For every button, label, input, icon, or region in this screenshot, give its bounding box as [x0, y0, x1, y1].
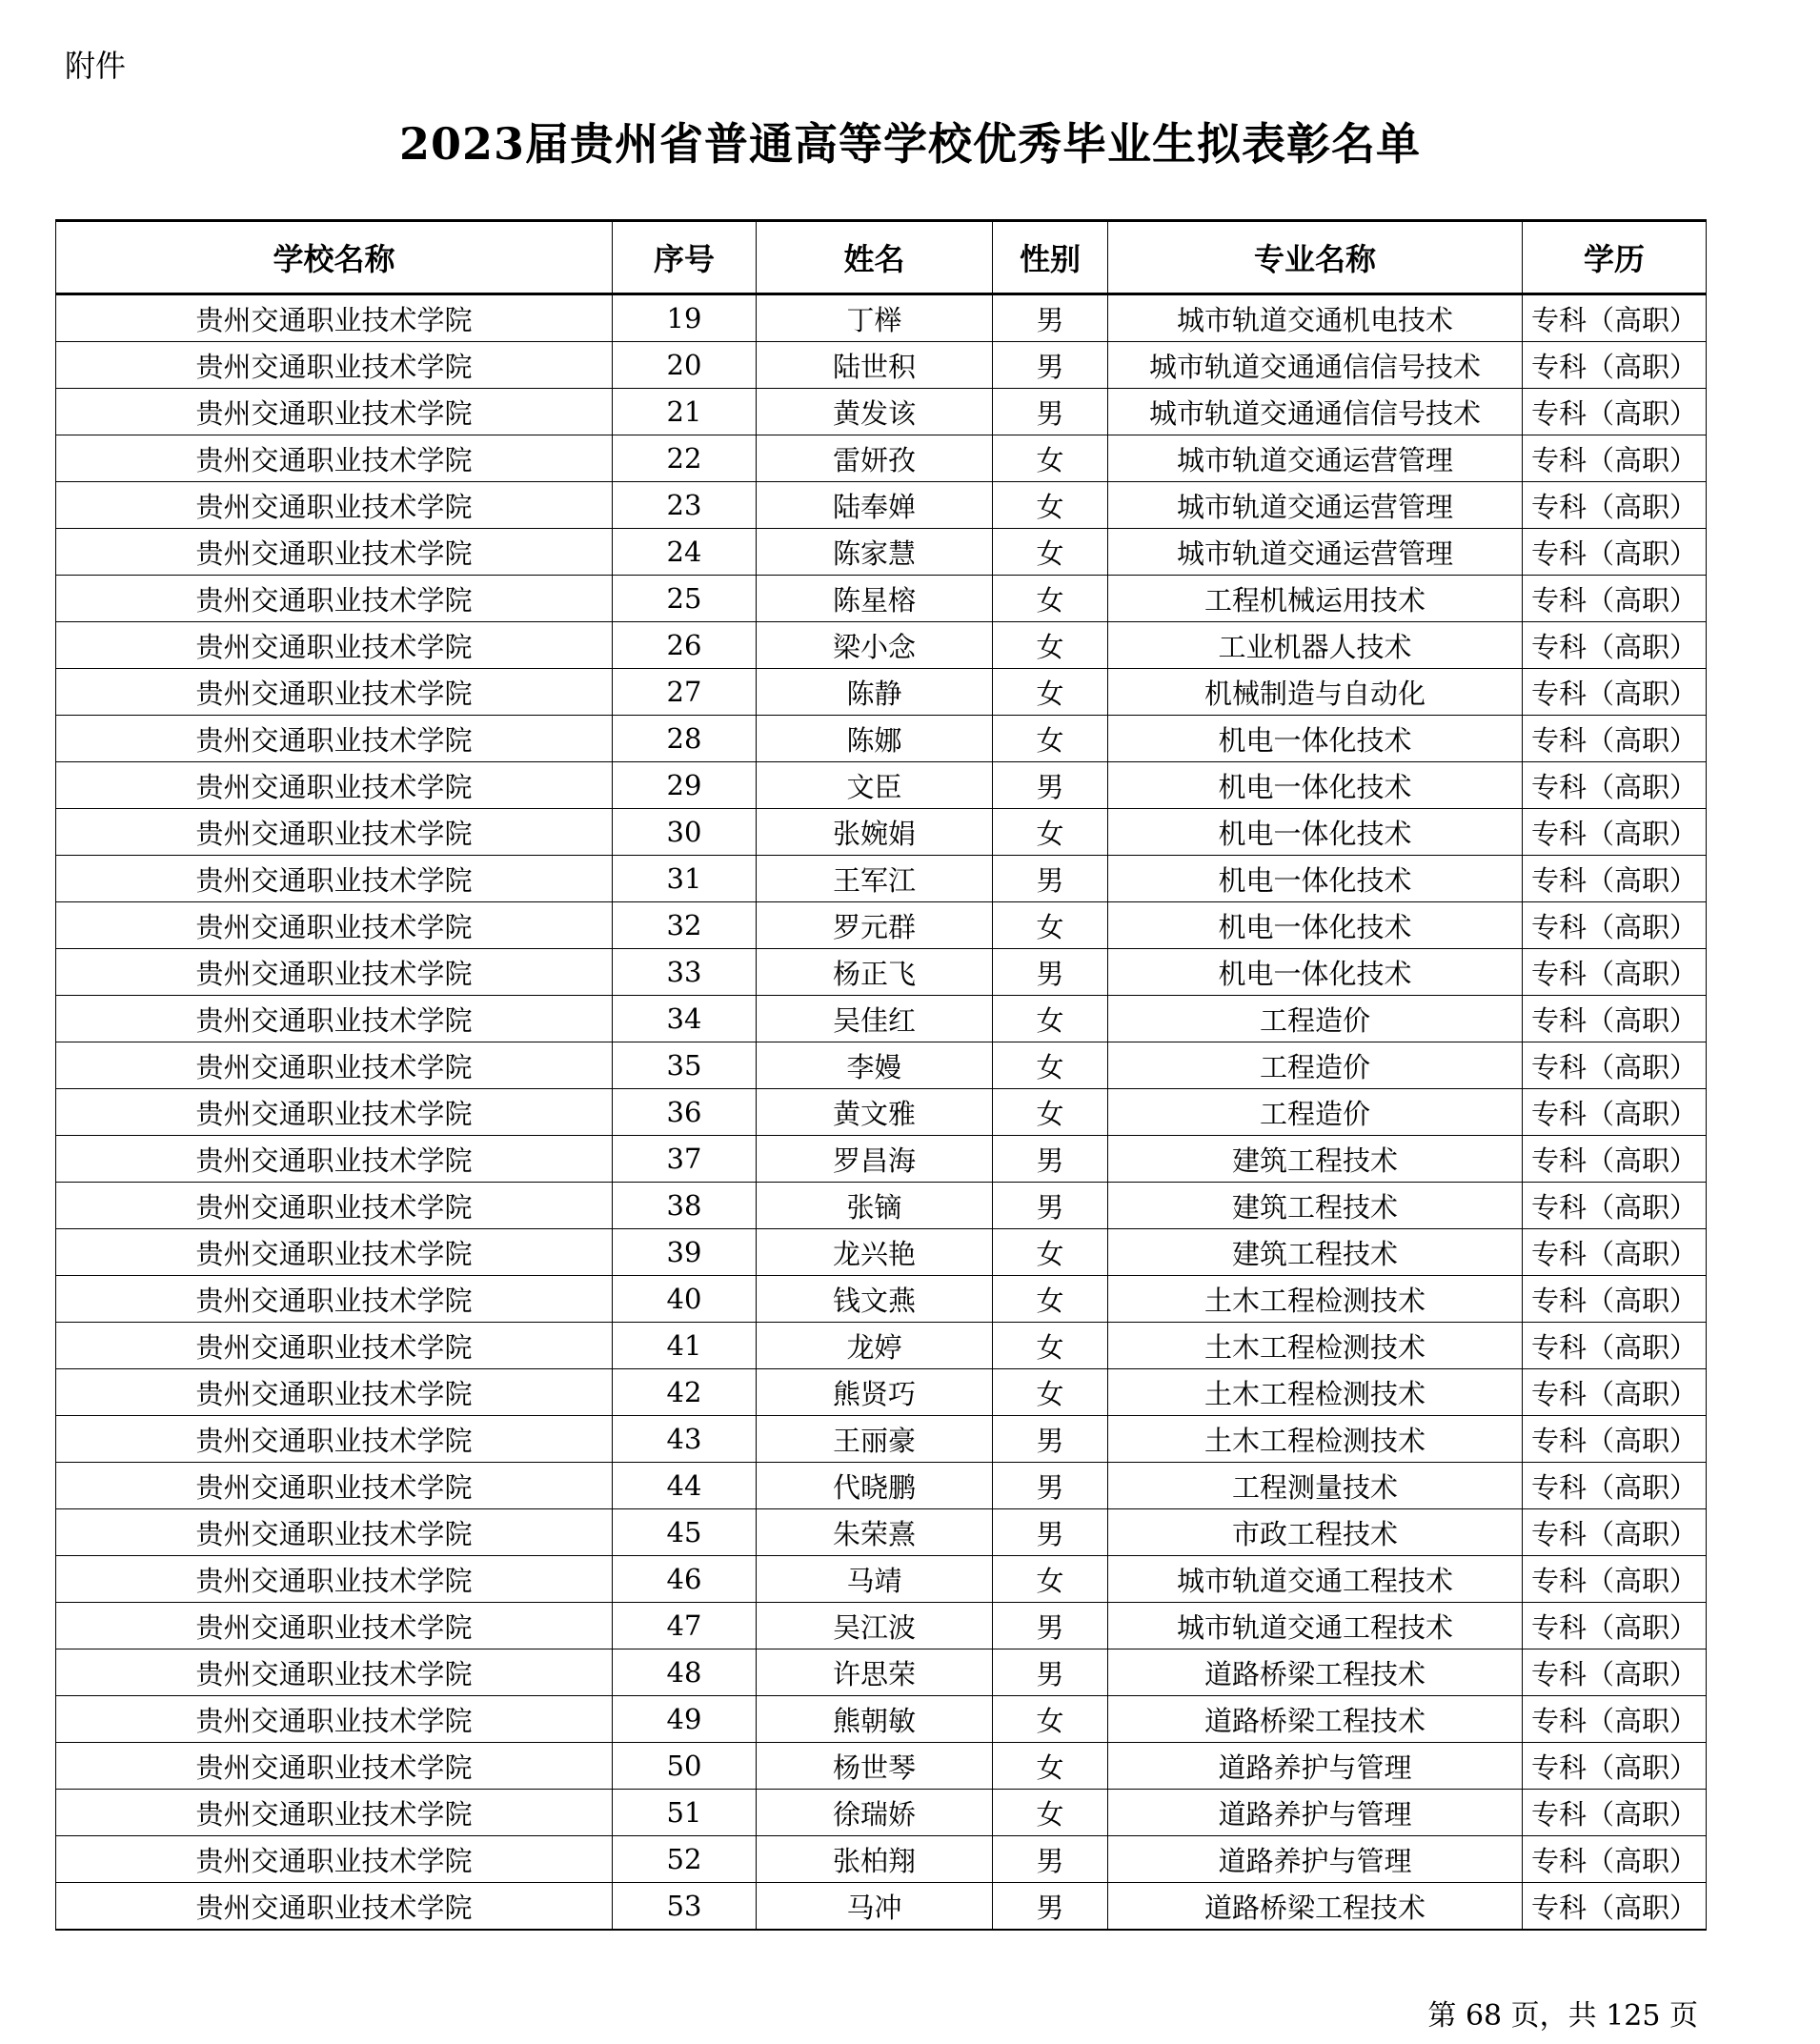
cell-name: 张镝 — [757, 1183, 993, 1229]
table-row — [56, 1556, 1707, 1603]
cell-number: 30 — [613, 809, 757, 856]
cell-school: 贵州交通职业技术学院 — [56, 902, 613, 949]
table-row — [56, 1229, 1707, 1276]
cell-name: 杨世琴 — [757, 1743, 993, 1790]
table-row — [56, 1323, 1707, 1369]
cell-degree: 专科（高职） — [1523, 996, 1707, 1042]
cell-gender: 女 — [993, 809, 1108, 856]
cell-school: 贵州交通职业技术学院 — [56, 1556, 613, 1603]
cell-gender: 女 — [993, 1556, 1108, 1603]
cell-degree: 专科（高职） — [1523, 716, 1707, 762]
cell-major: 城市轨道交通机电技术 — [1108, 294, 1523, 342]
cell-major: 工程机械运用技术 — [1108, 576, 1523, 622]
cell-major: 机电一体化技术 — [1108, 949, 1523, 996]
cell-gender: 男 — [993, 1183, 1108, 1229]
cell-degree: 专科（高职） — [1523, 576, 1707, 622]
cell-major: 道路养护与管理 — [1108, 1743, 1523, 1790]
table-row — [56, 1136, 1707, 1183]
table-row — [56, 996, 1707, 1042]
cell-school: 贵州交通职业技术学院 — [56, 809, 613, 856]
cell-number: 27 — [613, 669, 757, 716]
cell-school: 贵州交通职业技术学院 — [56, 342, 613, 389]
cell-gender: 男 — [993, 342, 1108, 389]
table-row — [56, 1696, 1707, 1743]
cell-name: 马冲 — [757, 1883, 993, 1931]
cell-school: 贵州交通职业技术学院 — [56, 294, 613, 342]
cell-major: 土木工程检测技术 — [1108, 1416, 1523, 1463]
table-row — [56, 902, 1707, 949]
cell-gender: 女 — [993, 1323, 1108, 1369]
cell-number: 39 — [613, 1229, 757, 1276]
cell-name: 王军江 — [757, 856, 993, 902]
cell-number: 34 — [613, 996, 757, 1042]
column-header-major: 专业名称 — [1108, 221, 1523, 294]
cell-gender: 女 — [993, 902, 1108, 949]
cell-major: 机械制造与自动化 — [1108, 669, 1523, 716]
cell-degree: 专科（高职） — [1523, 809, 1707, 856]
cell-degree: 专科（高职） — [1523, 669, 1707, 716]
cell-number: 31 — [613, 856, 757, 902]
column-header-degree: 学历 — [1523, 221, 1707, 294]
cell-major: 城市轨道交通运营管理 — [1108, 482, 1523, 529]
cell-gender: 女 — [993, 996, 1108, 1042]
cell-name: 陆奉婵 — [757, 482, 993, 529]
cell-major: 机电一体化技术 — [1108, 762, 1523, 809]
table-row — [56, 389, 1707, 435]
cell-number: 22 — [613, 435, 757, 482]
cell-degree: 专科（高职） — [1523, 1509, 1707, 1556]
cell-degree: 专科（高职） — [1523, 1183, 1707, 1229]
table-row — [56, 762, 1707, 809]
cell-school: 贵州交通职业技术学院 — [56, 576, 613, 622]
cell-school: 贵州交通职业技术学院 — [56, 1229, 613, 1276]
cell-major: 城市轨道交通运营管理 — [1108, 435, 1523, 482]
cell-school: 贵州交通职业技术学院 — [56, 389, 613, 435]
cell-name: 李嫚 — [757, 1042, 993, 1089]
cell-number: 35 — [613, 1042, 757, 1089]
cell-degree: 专科（高职） — [1523, 1416, 1707, 1463]
cell-name: 黄发该 — [757, 389, 993, 435]
cell-school: 贵州交通职业技术学院 — [56, 1416, 613, 1463]
cell-number: 52 — [613, 1836, 757, 1883]
table-row — [56, 294, 1707, 342]
cell-degree: 专科（高职） — [1523, 1229, 1707, 1276]
table-row — [56, 1183, 1707, 1229]
table-row — [56, 342, 1707, 389]
cell-name: 陆世积 — [757, 342, 993, 389]
cell-major: 城市轨道交通运营管理 — [1108, 529, 1523, 576]
cell-number: 32 — [613, 902, 757, 949]
table-row — [56, 949, 1707, 996]
cell-name: 梁小念 — [757, 622, 993, 669]
cell-school: 贵州交通职业技术学院 — [56, 1323, 613, 1369]
cell-major: 机电一体化技术 — [1108, 809, 1523, 856]
cell-major: 机电一体化技术 — [1108, 716, 1523, 762]
cell-school: 贵州交通职业技术学院 — [56, 1509, 613, 1556]
cell-number: 43 — [613, 1416, 757, 1463]
cell-number: 41 — [613, 1323, 757, 1369]
cell-school: 贵州交通职业技术学院 — [56, 716, 613, 762]
cell-school: 贵州交通职业技术学院 — [56, 1603, 613, 1649]
cell-name: 钱文燕 — [757, 1276, 993, 1323]
cell-number: 51 — [613, 1790, 757, 1836]
cell-school: 贵州交通职业技术学院 — [56, 435, 613, 482]
cell-gender: 男 — [993, 294, 1108, 342]
cell-major: 市政工程技术 — [1108, 1509, 1523, 1556]
cell-gender: 女 — [993, 1229, 1108, 1276]
cell-school: 贵州交通职业技术学院 — [56, 1136, 613, 1183]
cell-number: 36 — [613, 1089, 757, 1136]
cell-degree: 专科（高职） — [1523, 1556, 1707, 1603]
cell-name: 熊朝敏 — [757, 1696, 993, 1743]
table-row — [56, 856, 1707, 902]
cell-degree: 专科（高职） — [1523, 902, 1707, 949]
table-row — [56, 1509, 1707, 1556]
table-row — [56, 1463, 1707, 1509]
cell-gender: 女 — [993, 1790, 1108, 1836]
cell-number: 40 — [613, 1276, 757, 1323]
cell-name: 罗元群 — [757, 902, 993, 949]
table-row — [56, 1649, 1707, 1696]
cell-degree: 专科（高职） — [1523, 389, 1707, 435]
cell-degree: 专科（高职） — [1523, 856, 1707, 902]
cell-school: 贵州交通职业技术学院 — [56, 669, 613, 716]
cell-name: 黄文雅 — [757, 1089, 993, 1136]
cell-school: 贵州交通职业技术学院 — [56, 856, 613, 902]
cell-degree: 专科（高职） — [1523, 1042, 1707, 1089]
cell-gender: 男 — [993, 1836, 1108, 1883]
cell-school: 贵州交通职业技术学院 — [56, 1743, 613, 1790]
cell-number: 21 — [613, 389, 757, 435]
cell-number: 28 — [613, 716, 757, 762]
table-row — [56, 1369, 1707, 1416]
cell-gender: 女 — [993, 482, 1108, 529]
cell-degree: 专科（高职） — [1523, 1883, 1707, 1931]
table-row — [56, 1416, 1707, 1463]
table-row — [56, 529, 1707, 576]
cell-gender: 女 — [993, 1276, 1108, 1323]
cell-major: 工程造价 — [1108, 1042, 1523, 1089]
cell-gender: 男 — [993, 1649, 1108, 1696]
cell-name: 雷妍孜 — [757, 435, 993, 482]
cell-degree: 专科（高职） — [1523, 342, 1707, 389]
cell-number: 48 — [613, 1649, 757, 1696]
cell-degree: 专科（高职） — [1523, 1463, 1707, 1509]
cell-degree: 专科（高职） — [1523, 1696, 1707, 1743]
table-row — [56, 1603, 1707, 1649]
cell-school: 贵州交通职业技术学院 — [56, 1369, 613, 1416]
cell-name: 文臣 — [757, 762, 993, 809]
honoree-table — [55, 219, 1707, 1931]
cell-gender: 女 — [993, 669, 1108, 716]
cell-degree: 专科（高职） — [1523, 622, 1707, 669]
cell-school: 贵州交通职业技术学院 — [56, 1183, 613, 1229]
table-row — [56, 1836, 1707, 1883]
cell-number: 24 — [613, 529, 757, 576]
cell-gender: 女 — [993, 529, 1108, 576]
cell-major: 土木工程检测技术 — [1108, 1323, 1523, 1369]
cell-number: 25 — [613, 576, 757, 622]
table-row — [56, 716, 1707, 762]
page-title: 2023届贵州省普通高等学校优秀毕业生拟表彰名单 — [398, 118, 1422, 170]
cell-major: 建筑工程技术 — [1108, 1136, 1523, 1183]
table-header-row — [56, 221, 1707, 294]
cell-school: 贵州交通职业技术学院 — [56, 482, 613, 529]
cell-gender: 女 — [993, 435, 1108, 482]
cell-major: 城市轨道交通工程技术 — [1108, 1603, 1523, 1649]
cell-name: 龙婷 — [757, 1323, 993, 1369]
cell-major: 工业机器人技术 — [1108, 622, 1523, 669]
cell-degree: 专科（高职） — [1523, 1790, 1707, 1836]
cell-number: 37 — [613, 1136, 757, 1183]
table-row — [56, 1276, 1707, 1323]
cell-degree: 专科（高职） — [1523, 1323, 1707, 1369]
cell-gender: 男 — [993, 949, 1108, 996]
cell-degree: 专科（高职） — [1523, 1136, 1707, 1183]
cell-gender: 男 — [993, 1463, 1108, 1509]
table-row — [56, 576, 1707, 622]
table-row — [56, 435, 1707, 482]
cell-major: 道路养护与管理 — [1108, 1836, 1523, 1883]
cell-number: 45 — [613, 1509, 757, 1556]
cell-number: 42 — [613, 1369, 757, 1416]
cell-name: 龙兴艳 — [757, 1229, 993, 1276]
cell-major: 土木工程检测技术 — [1108, 1369, 1523, 1416]
cell-gender: 女 — [993, 1696, 1108, 1743]
cell-school: 贵州交通职业技术学院 — [56, 996, 613, 1042]
cell-number: 26 — [613, 622, 757, 669]
cell-school: 贵州交通职业技术学院 — [56, 1696, 613, 1743]
cell-school: 贵州交通职业技术学院 — [56, 622, 613, 669]
cell-major: 城市轨道交通通信信号技术 — [1108, 389, 1523, 435]
cell-number: 20 — [613, 342, 757, 389]
cell-degree: 专科（高职） — [1523, 529, 1707, 576]
cell-school: 贵州交通职业技术学院 — [56, 762, 613, 809]
cell-number: 47 — [613, 1603, 757, 1649]
cell-major: 道路桥梁工程技术 — [1108, 1696, 1523, 1743]
cell-degree: 专科（高职） — [1523, 1649, 1707, 1696]
cell-degree: 专科（高职） — [1523, 1276, 1707, 1323]
cell-degree: 专科（高职） — [1523, 762, 1707, 809]
cell-school: 贵州交通职业技术学院 — [56, 1649, 613, 1696]
column-header-school: 学校名称 — [56, 221, 613, 294]
cell-name: 陈星榕 — [757, 576, 993, 622]
cell-name: 徐瑞娇 — [757, 1790, 993, 1836]
table-row — [56, 1790, 1707, 1836]
cell-gender: 男 — [993, 762, 1108, 809]
cell-major: 工程测量技术 — [1108, 1463, 1523, 1509]
cell-name: 马靖 — [757, 1556, 993, 1603]
cell-degree: 专科（高职） — [1523, 294, 1707, 342]
cell-gender: 男 — [993, 856, 1108, 902]
table-row — [56, 1743, 1707, 1790]
cell-major: 土木工程检测技术 — [1108, 1276, 1523, 1323]
cell-school: 贵州交通职业技术学院 — [56, 949, 613, 996]
cell-degree: 专科（高职） — [1523, 482, 1707, 529]
cell-number: 44 — [613, 1463, 757, 1509]
cell-major: 道路桥梁工程技术 — [1108, 1649, 1523, 1696]
cell-gender: 男 — [993, 1509, 1108, 1556]
cell-degree: 专科（高职） — [1523, 1089, 1707, 1136]
table-row — [56, 1042, 1707, 1089]
cell-name: 张婉娟 — [757, 809, 993, 856]
table-row — [56, 809, 1707, 856]
cell-name: 吴佳红 — [757, 996, 993, 1042]
cell-degree: 专科（高职） — [1523, 1836, 1707, 1883]
cell-gender: 女 — [993, 576, 1108, 622]
cell-school: 贵州交通职业技术学院 — [56, 1790, 613, 1836]
attachment-label: 附件 — [65, 48, 127, 84]
cell-gender: 女 — [993, 1089, 1108, 1136]
cell-major: 工程造价 — [1108, 1089, 1523, 1136]
cell-school: 贵州交通职业技术学院 — [56, 1883, 613, 1931]
cell-name: 罗昌海 — [757, 1136, 993, 1183]
table-body — [56, 294, 1707, 1931]
cell-gender: 女 — [993, 622, 1108, 669]
cell-school: 贵州交通职业技术学院 — [56, 1089, 613, 1136]
column-header-name: 姓名 — [757, 221, 993, 294]
cell-school: 贵州交通职业技术学院 — [56, 1836, 613, 1883]
column-header-number: 序号 — [613, 221, 757, 294]
table-row — [56, 1089, 1707, 1136]
cell-gender: 男 — [993, 1883, 1108, 1931]
cell-name: 丁榉 — [757, 294, 993, 342]
cell-number: 50 — [613, 1743, 757, 1790]
cell-major: 城市轨道交通工程技术 — [1108, 1556, 1523, 1603]
cell-number: 19 — [613, 294, 757, 342]
cell-gender: 女 — [993, 716, 1108, 762]
cell-number: 38 — [613, 1183, 757, 1229]
cell-gender: 男 — [993, 1416, 1108, 1463]
cell-gender: 女 — [993, 1042, 1108, 1089]
cell-school: 贵州交通职业技术学院 — [56, 1463, 613, 1509]
cell-school: 贵州交通职业技术学院 — [56, 1276, 613, 1323]
cell-number: 33 — [613, 949, 757, 996]
cell-name: 杨正飞 — [757, 949, 993, 996]
column-header-gender: 性别 — [993, 221, 1108, 294]
cell-gender: 女 — [993, 1369, 1108, 1416]
cell-degree: 专科（高职） — [1523, 1603, 1707, 1649]
cell-major: 工程造价 — [1108, 996, 1523, 1042]
cell-name: 熊贤巧 — [757, 1369, 993, 1416]
table-row — [56, 1883, 1707, 1931]
cell-gender: 女 — [993, 1743, 1108, 1790]
table-row — [56, 669, 1707, 716]
cell-major: 机电一体化技术 — [1108, 856, 1523, 902]
page-number: 第 68 页，共 125 页 — [1427, 1999, 1698, 2033]
cell-degree: 专科（高职） — [1523, 435, 1707, 482]
cell-gender: 男 — [993, 1603, 1108, 1649]
cell-major: 道路养护与管理 — [1108, 1790, 1523, 1836]
cell-number: 23 — [613, 482, 757, 529]
cell-degree: 专科（高职） — [1523, 949, 1707, 996]
cell-gender: 男 — [993, 389, 1108, 435]
cell-number: 49 — [613, 1696, 757, 1743]
cell-school: 贵州交通职业技术学院 — [56, 1042, 613, 1089]
cell-major: 城市轨道交通通信信号技术 — [1108, 342, 1523, 389]
cell-number: 53 — [613, 1883, 757, 1931]
cell-school: 贵州交通职业技术学院 — [56, 529, 613, 576]
cell-major: 建筑工程技术 — [1108, 1183, 1523, 1229]
cell-gender: 男 — [993, 1136, 1108, 1183]
cell-number: 29 — [613, 762, 757, 809]
cell-major: 建筑工程技术 — [1108, 1229, 1523, 1276]
cell-name: 许思荣 — [757, 1649, 993, 1696]
cell-major: 机电一体化技术 — [1108, 902, 1523, 949]
cell-name: 代晓鹏 — [757, 1463, 993, 1509]
table-row — [56, 622, 1707, 669]
cell-number: 46 — [613, 1556, 757, 1603]
cell-name: 朱荣熹 — [757, 1509, 993, 1556]
cell-degree: 专科（高职） — [1523, 1369, 1707, 1416]
cell-name: 陈静 — [757, 669, 993, 716]
cell-name: 张柏翔 — [757, 1836, 993, 1883]
cell-name: 陈娜 — [757, 716, 993, 762]
cell-degree: 专科（高职） — [1523, 1743, 1707, 1790]
cell-name: 陈家慧 — [757, 529, 993, 576]
cell-major: 道路桥梁工程技术 — [1108, 1883, 1523, 1931]
cell-name: 王丽豪 — [757, 1416, 993, 1463]
table-row — [56, 482, 1707, 529]
cell-name: 吴江波 — [757, 1603, 993, 1649]
